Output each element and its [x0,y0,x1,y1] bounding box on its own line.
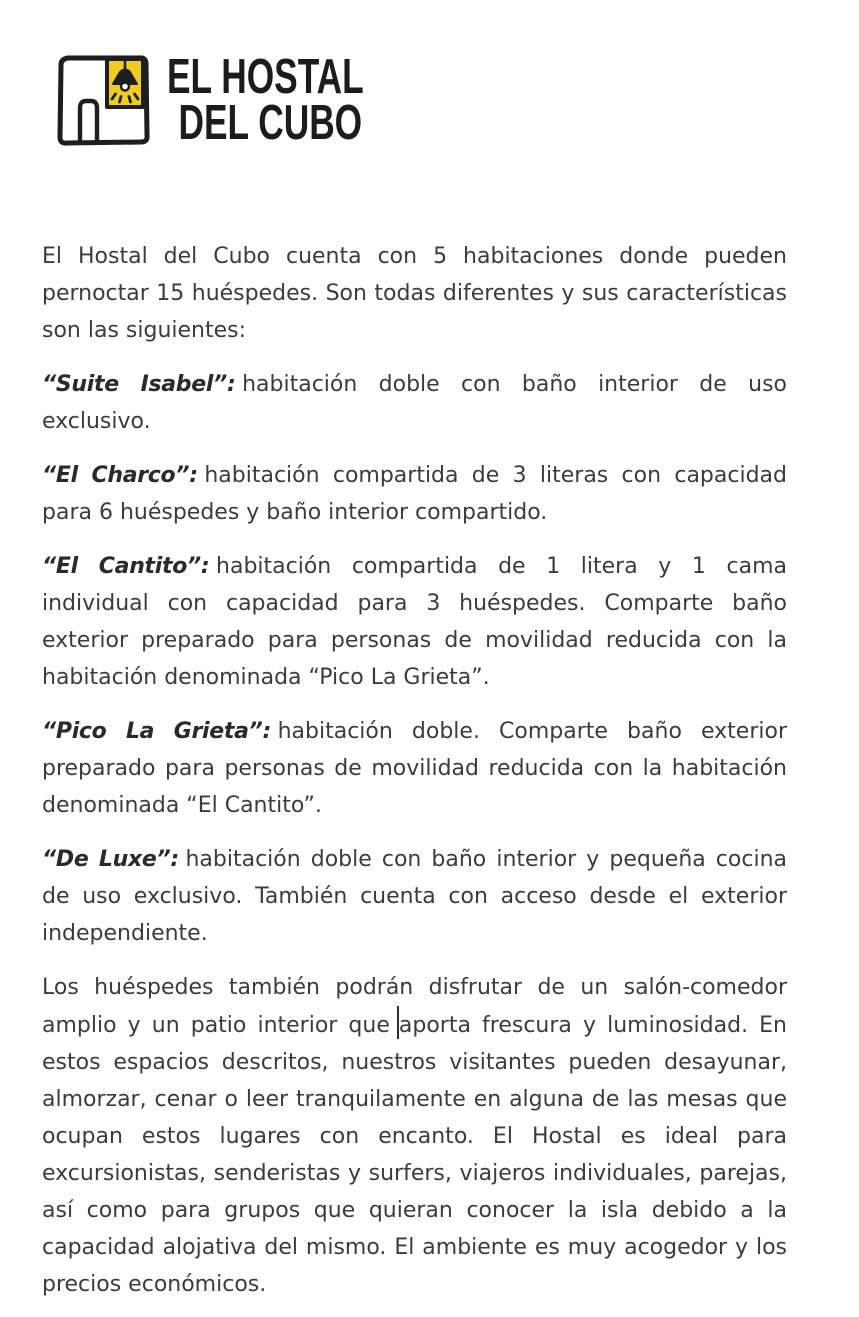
room-name-el-cantito: “El Cantito”: [42,554,210,579]
closing-text-after-cursor: aporta frescura y luminosidad. En estos espacios descritos, nuestros visitantes pueden desayunar, almorzar, cenar o leer tranquilamente en alguna de las mesas que ocupan estos lugares con encanto. El Hostal es ideal para excursionistas, senderistas y surfers, viajeros individuales, parejas, así como para grupos que quieran conocer la isla debido a la capacidad alojativa del mismo. El ambiente es muy acogedor y los precios económicos. [42,1013,787,1297]
room-description-suite-isabel: habitación doble con baño interior de uso exclusivo. [42,372,788,434]
brand-name-line2: DEL CUBO [178,96,363,150]
room-name-el-charco: “El Charco”: [42,463,198,488]
room-paragraph-el-charco[interactable] [42,457,787,531]
cube-room-with-hanging-lamp-icon [55,48,155,152]
room-paragraph-pico-la-grieta[interactable] [42,713,787,824]
room-description-el-cantito: habitación compartida de 1 litera y 1 cama individual con capacidad para 3 huéspedes. Comparte baño exterior preparado para personas de movilidad reducida con la habitación denominada “Pico La Grieta”. [42,554,788,690]
brand-wordmark [167,50,364,150]
room-paragraph-de-luxe[interactable] [42,841,787,952]
room-description-el-charco: habitación compartida de 3 literas con capacidad para 6 huéspedes y baño interior compartido. [42,463,787,525]
room-name-pico-la-grieta: “Pico La Grieta”: [42,719,271,744]
document-text-area[interactable] [42,238,787,1317]
room-name-de-luxe: “De Luxe”: [42,847,179,872]
room-name-suite-isabel: “Suite Isabel”: [42,372,236,397]
room-paragraph-suite-isabel[interactable] [42,366,787,440]
closing-paragraph[interactable] [42,969,787,1303]
brand-logo [55,48,440,152]
closing-text-before-cursor: Los huéspedes también podrán disfrutar de un salón-comedor amplio y un patio interior que [42,975,787,1038]
lamp-bulb [121,83,129,91]
room-description-de-luxe: habitación doble con baño interior y pequeña cocina de uso exclusivo. También cuenta con acceso desde el exterior independiente. [42,847,787,946]
room-description-pico-la-grieta: habitación doble. Comparte baño exterior preparado para personas de movilidad reducida con la habitación denominada “El Cantito”. [42,719,787,818]
door-shape [80,101,97,142]
brand-name-line1: EL HOSTAL [167,50,364,104]
intro-paragraph[interactable]: El Hostal del Cubo cuenta con 5 habitaciones donde pueden pernoctar 15 huéspedes. Son todas diferentes y sus características son las siguientes: [42,244,787,343]
room-paragraph-el-cantito[interactable] [42,548,787,696]
